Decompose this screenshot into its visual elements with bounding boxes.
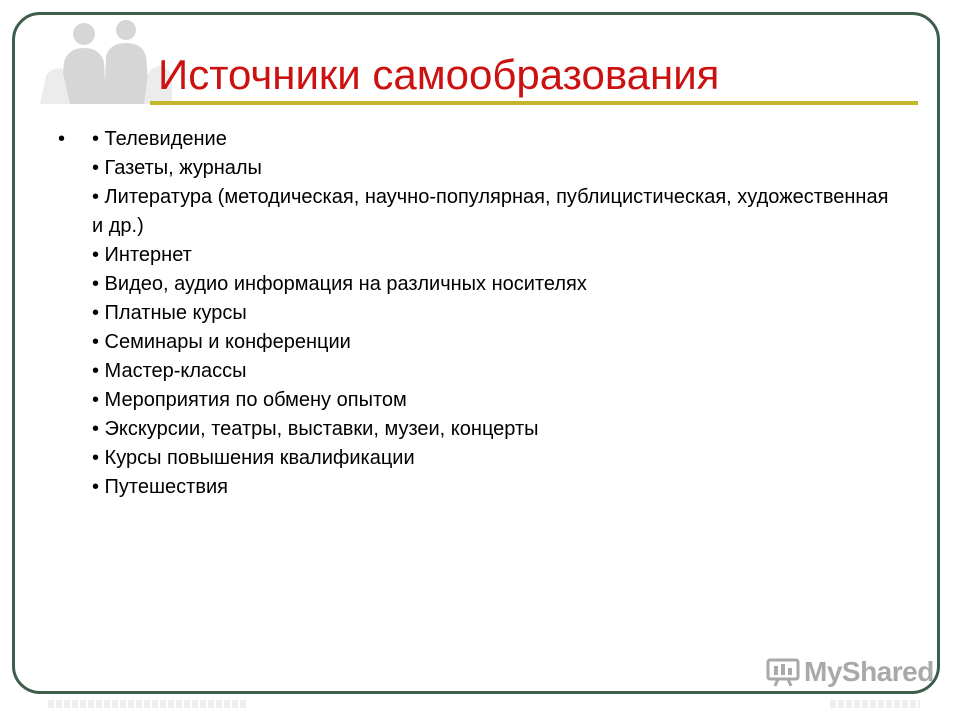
- business-people-icon: [40, 16, 172, 104]
- footer-watermark-right: [830, 700, 920, 708]
- list-item: • Газеты, журналы: [92, 157, 262, 179]
- outer-bullet: •: [58, 128, 66, 150]
- list-item: • Путешествия: [92, 476, 228, 498]
- logo-text: MyShared: [804, 656, 934, 687]
- presentation-board-icon: [766, 657, 800, 687]
- list-item: • Экскурсии, театры, выставки, музеи, концерты: [92, 418, 539, 440]
- list-item: • Платные курсы: [92, 302, 247, 324]
- list-item: • Видео, аудио информация на различных носителях: [92, 273, 587, 295]
- slide-title: Источники самообразования: [158, 51, 720, 98]
- list-item: • Семинары и конференции: [92, 331, 351, 353]
- sources-list: [92, 125, 892, 502]
- footer-watermark-left: [48, 700, 248, 708]
- myshared-logo: [766, 656, 934, 688]
- list-item: • Литература (методическая, научно-популярная, публицистическая, художественная и др.): [92, 186, 889, 237]
- list-item: • Мероприятия по обмену опытом: [92, 389, 407, 411]
- list-item: • Курсы повышения квалификации: [92, 447, 415, 469]
- list-item: • Мастер-классы: [92, 360, 247, 382]
- title-underline: [150, 101, 918, 105]
- list-item: • Интернет: [92, 244, 192, 266]
- list-item: • Телевидение: [92, 128, 227, 150]
